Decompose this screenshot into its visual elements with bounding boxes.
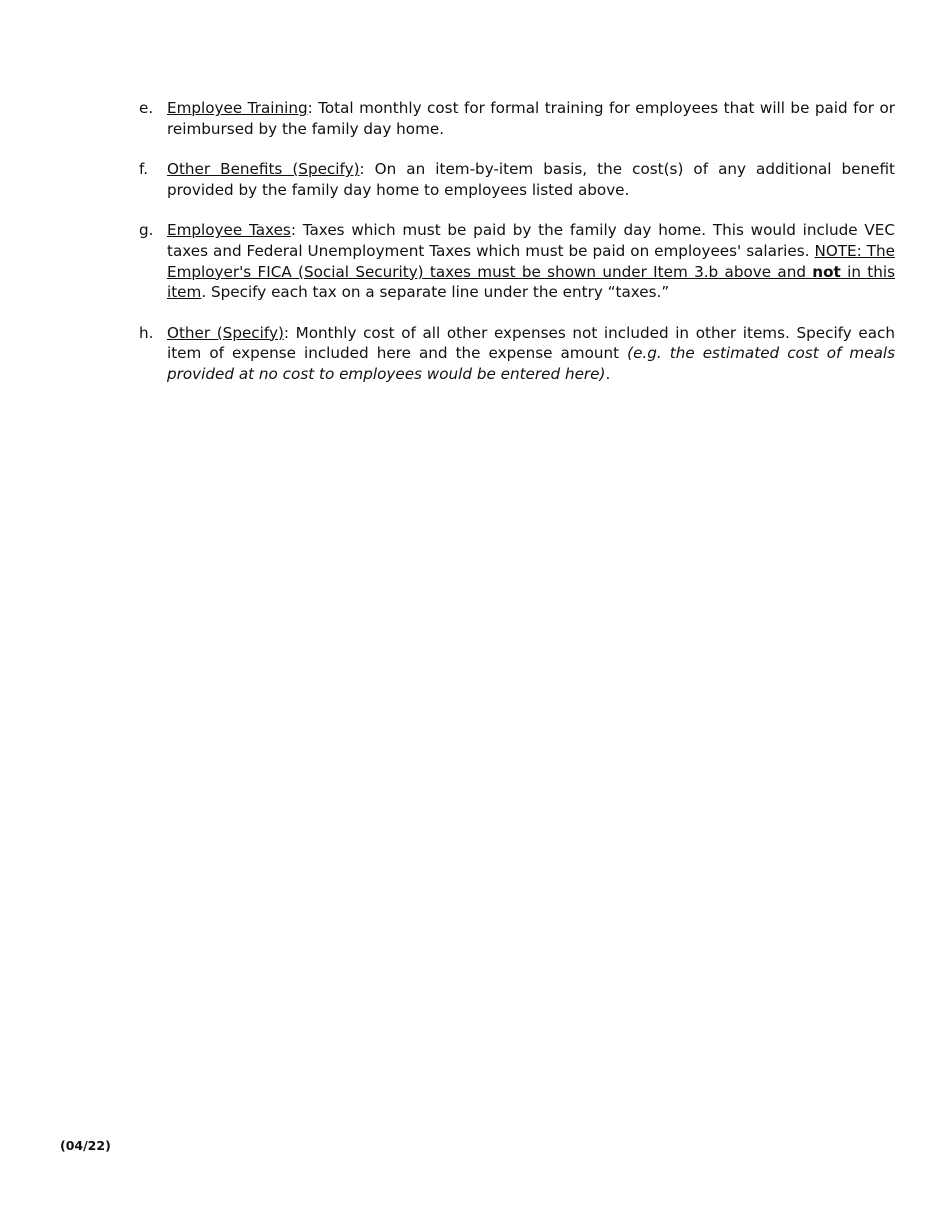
item-separator: : (283, 323, 289, 342)
fica-note-emphasis: not (812, 262, 841, 281)
item-title: Employee Taxes (167, 221, 291, 240)
list-item-employee-taxes (139, 220, 895, 302)
item-title: Other Benefits (Specify) (167, 160, 360, 179)
item-body (167, 220, 895, 302)
item-text-end: . (605, 364, 611, 383)
item-body (167, 323, 895, 385)
item-separator: : (290, 221, 296, 240)
example-note: (e.g. the estimated cost of meals provided at no cost to employees would be entered here) (167, 344, 896, 383)
list-item-other-benefits (139, 159, 895, 200)
item-letter: g. (139, 221, 154, 240)
item-separator: : (359, 160, 365, 179)
item-text: Total monthly cost for formal training for employees that will be paid for or reimbursed by the family day home. (167, 99, 895, 138)
item-text: Taxes which must be paid by the family day home. This would include VEC taxes and Federal Unemployment Taxes which must be paid on employees' salaries. (167, 221, 896, 260)
item-letter: h. (139, 323, 154, 342)
fica-note-start: NOTE: The Employer's FICA (Social Security) taxes must be shown under Item 3.b above and (167, 241, 895, 281)
item-title: Employee Training (167, 99, 308, 117)
item-body (167, 159, 895, 200)
item-text: On an item-by-item basis, the cost(s) of any additional benefit provided by the family day home to employees listed above. (167, 160, 895, 199)
revision-date: (04/22) (60, 1138, 111, 1153)
list-item-other (139, 323, 895, 385)
item-body (167, 98, 895, 139)
instruction-list (139, 98, 895, 405)
item-text: Monthly cost of all other expenses not included in other items. Specify each item of expense included here and the expense amount (167, 323, 895, 363)
item-separator: : (307, 99, 313, 117)
list-item-employee-training (139, 98, 895, 139)
item-letter: e. (139, 99, 154, 117)
fica-note-end: in this item (167, 262, 896, 302)
item-text-end: . Specify each tax on a separate line under the entry “taxes.” (201, 283, 670, 302)
item-letter: f. (139, 160, 149, 179)
item-title: Other (Specify) (167, 323, 284, 342)
